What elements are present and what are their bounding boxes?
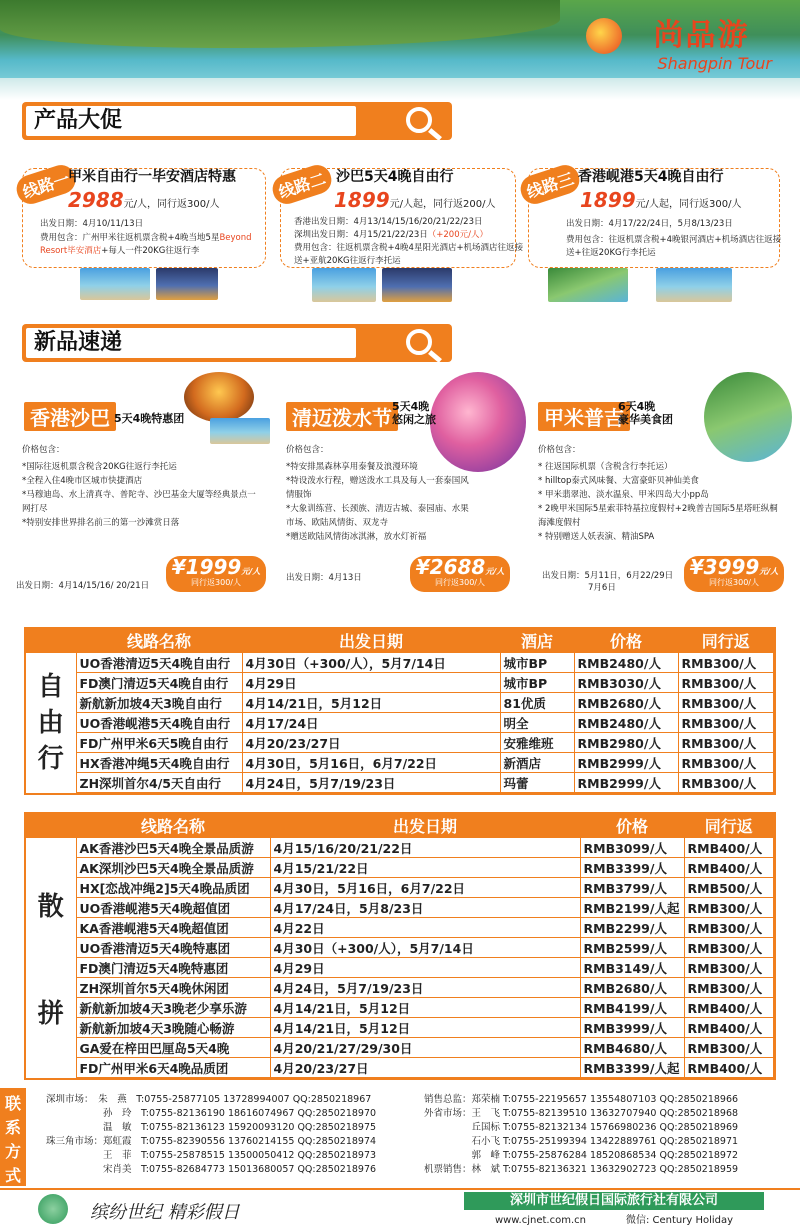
table-cell: RMB400/人 — [684, 1058, 774, 1078]
table-row — [26, 713, 774, 733]
route-photo — [312, 268, 376, 302]
table-cell: RMB3799/人 — [580, 878, 684, 898]
promo-banner — [22, 102, 452, 140]
table-cell: RMB400/人 — [684, 1018, 774, 1038]
contact-line: 孙 玲 T:0755-82136190 18616074967 QQ:2850218970 — [46, 1108, 377, 1119]
table-cell: AK深圳沙巴5天4晚全景品质游 — [76, 858, 270, 878]
table-cell: RMB2999/人 — [574, 773, 678, 793]
card-return: 同行返300/人 — [191, 578, 241, 587]
table-cell: RMB2999/人 — [574, 753, 678, 773]
hero-beach — [0, 78, 800, 100]
route-price-unit: 元/人起，同行返300/人 — [635, 199, 742, 210]
route-title: 沙巴5天4晚自由行 — [336, 169, 454, 185]
table-cell: RMB300/人 — [678, 753, 774, 773]
route-photo — [656, 268, 732, 302]
table-cell: RMB300/人 — [684, 958, 774, 978]
card-price-badge — [410, 556, 510, 592]
table-cell: RMB300/人 — [684, 898, 774, 918]
table-header: 线路名称 — [76, 629, 242, 653]
table-cell: 4月30日（+300/人），5月7/14日 — [242, 653, 500, 673]
route-dates-hk: 香港出发日期：4月13/14/15/16/20/21/22/23日 — [294, 217, 483, 227]
table-cell: 新航新加坡4天3晚老少享乐游 — [76, 998, 270, 1018]
table-cell: ZH深圳首尔5天4晚休闲团 — [76, 978, 270, 998]
card-items — [286, 460, 476, 544]
brand — [653, 10, 772, 73]
card-date-b: 7月6日 — [588, 583, 616, 593]
table-header: 线路名称 — [76, 814, 270, 838]
table-row — [26, 918, 774, 938]
card-photo — [704, 372, 792, 462]
hero-hill — [0, 0, 560, 48]
contact-line: 珠三角市场：郑虹霞 T:0755-82390556 13760214155 QQ:2850218974 — [46, 1136, 377, 1147]
table-cell: AK香港沙巴5天4晚全景品质游 — [76, 838, 270, 858]
card-subtitle — [392, 400, 436, 426]
route-photo — [382, 268, 452, 302]
table-cell: RMB300/人 — [678, 653, 774, 673]
company-logo-icon — [38, 1194, 68, 1224]
contact-label: 联系方式 — [0, 1088, 26, 1186]
card-item: *马穆迪岛、水上清真寺、普陀寺、沙巴基金大厦等经典景点一网打尽 — [22, 490, 256, 514]
contact-section — [0, 1088, 800, 1188]
table-cell: 4月22日 — [270, 918, 580, 938]
card-item: *特安排黑森林享用泰餐及浪漫环境 — [286, 462, 418, 472]
table-cell: RMB400/人 — [684, 838, 774, 858]
table-cell: RMB2980/人 — [574, 733, 678, 753]
card-date: 出发日期：4月13日 — [286, 573, 362, 583]
card-item: *赠送欧陆风情街冰淇淋，放水灯祈福 — [286, 532, 427, 542]
table-row — [26, 878, 774, 898]
route-dates-surcharge: （+200元/人） — [427, 230, 488, 240]
route-fee — [40, 232, 270, 258]
table-cell: 4月20/21/27/29/30日 — [270, 1038, 580, 1058]
table-cell: 4月17/24日，5月8/23日 — [270, 898, 580, 918]
card-date: 出发日期：4月14/15/16/ 20/21日 — [16, 581, 150, 591]
table-header-row — [26, 814, 774, 838]
table-cell: 4月15/21/22日 — [270, 858, 580, 878]
route-fee: 费用包含：往返机票含税+4晚银河酒店+机场酒店往返接送+往返20KG行李托运 — [566, 235, 782, 258]
table-header: 价格 — [574, 629, 678, 653]
card-item: *大象训练营、长颈族、清迈古城、泰园庙、水果市场、欧陆风情街、双龙寺 — [286, 504, 469, 528]
table-cell: 安雅维班 — [500, 733, 574, 753]
route-card-3 — [520, 150, 792, 305]
table-row — [26, 653, 774, 673]
table-cell: 明全 — [500, 713, 574, 733]
card-item: * 2晚甲米国际5星索菲特基拉度假村+2晚普吉国际5星塔旺纵桐海滩度假村 — [538, 504, 778, 528]
table-cell: UO香港清迈5天4晚自由行 — [76, 653, 242, 673]
card-return: 同行返300/人 — [435, 578, 485, 587]
table-cell: RMB300/人 — [678, 733, 774, 753]
contact-line: 宋肖美 T:0755-82684773 15013680057 QQ:2850218976 — [46, 1164, 377, 1175]
card-photo — [184, 372, 254, 422]
table-row — [26, 998, 774, 1018]
table-header: 出发日期 — [270, 814, 580, 838]
table-cell: RMB300/人 — [684, 938, 774, 958]
table-cell: RMB300/人 — [678, 693, 774, 713]
new-banner — [22, 324, 452, 362]
table-cell: 4月20/23/27日 — [270, 1058, 580, 1078]
table-header: 酒店 — [500, 629, 574, 653]
table-header: 价格 — [580, 814, 684, 838]
table-row — [26, 858, 774, 878]
table-side-label — [26, 838, 76, 1078]
card-price-badge — [166, 556, 266, 592]
card-title: 清迈泼水节 — [286, 402, 398, 431]
card-item: *国际往返机票含税含20KG往返行李托运 — [22, 462, 177, 472]
footer-slogan: 缤纷世纪 精彩假日 — [90, 1202, 240, 1223]
route-price — [580, 188, 742, 212]
contact-line: 丘国标 T:0755-82132134 15766980236 QQ:2850218969 — [424, 1122, 739, 1133]
brand-name-cn: 尚品游 — [653, 18, 750, 53]
table-row — [26, 938, 774, 958]
card-photo — [430, 372, 526, 472]
contact-line: 王 菲 T:0755-25878515 13500050412 QQ:2850218973 — [46, 1150, 377, 1161]
table-cell: 4月29日 — [242, 673, 500, 693]
table-cell: FD澳门清迈5天4晚特惠团 — [76, 958, 270, 978]
hero-banner — [0, 0, 800, 100]
route-photo — [548, 268, 628, 302]
table-cell: 新酒店 — [500, 753, 574, 773]
product-card-3 — [534, 370, 796, 615]
table-row — [26, 693, 774, 713]
table-cell: HX[恋战冲绳2]5天4晚品质团 — [76, 878, 270, 898]
route-tag: 线路一 — [13, 161, 79, 207]
card-price-badge — [684, 556, 784, 592]
table-cell: RMB400/人 — [684, 998, 774, 1018]
route-tag: 线路二 — [269, 161, 335, 207]
table-row — [26, 958, 774, 978]
card-item: * 特别赠送人妖表演、精油SPA — [538, 532, 655, 542]
table-cell: RMB300/人 — [684, 918, 774, 938]
card-info-heading: 价格包含： — [538, 445, 581, 455]
card-subtitle-b: 豪华美食团 — [618, 413, 673, 426]
table-cell: RMB2680/人 — [574, 693, 678, 713]
table-cell: RMB2480/人 — [574, 713, 678, 733]
card-price — [166, 556, 266, 578]
route-card-1 — [10, 150, 272, 305]
route-fee-hotel: Beyond Resort毕安酒店 — [40, 233, 252, 256]
contact-line: 深圳市场： 朱 燕 T:0755-25877105 13728994007 QQ:2850218967 — [46, 1094, 372, 1105]
table-cell: 4月24日，5月7/19/23日 — [242, 773, 500, 793]
table-cell: RMB2299/人 — [580, 918, 684, 938]
table-cell: 4月14/21日，5月12日 — [270, 998, 580, 1018]
route-price-value: 1899 — [580, 188, 636, 212]
route-title: 香港岘港5天4晚自由行 — [578, 169, 724, 185]
card-items — [22, 460, 262, 530]
table-header: 出发日期 — [242, 629, 500, 653]
table-cell: 4月30日，5月16日，6月7/22日 — [242, 753, 500, 773]
table-side-label-a: 散 — [37, 891, 64, 922]
table-row — [26, 1038, 774, 1058]
table-header-row — [26, 629, 774, 653]
table-cell: RMB3030/人 — [574, 673, 678, 693]
table-row — [26, 1018, 774, 1038]
table-cell: RMB3999/人 — [580, 1018, 684, 1038]
route-price-value: 1899 — [334, 188, 390, 212]
card-item: *特别安排世界排名前三的第一沙滩赏日落 — [22, 518, 180, 528]
route-dates: 出发日期：4月17/22/24日，5月8/13/23日 — [566, 219, 733, 229]
table-cell: RMB2680/人 — [580, 978, 684, 998]
new-title: 新品速递 — [26, 328, 356, 358]
table-cell: 4月15/16/20/21/22日 — [270, 838, 580, 858]
table-cell: 玛蕾 — [500, 773, 574, 793]
footer — [0, 1188, 800, 1227]
card-item: * 甲米翡翠池、淡水温泉、甲米四岛大小pp岛 — [538, 490, 709, 500]
table-cell: FD澳门清迈5天4晚自由行 — [76, 673, 242, 693]
card-date-a: 出发日期：5月11日，6月22/29日 — [542, 571, 674, 581]
route-dates-sz-text: 深圳出发日期：4月15/21/22/23日 — [294, 230, 428, 240]
table-cell: RMB2480/人 — [574, 653, 678, 673]
route-price — [334, 188, 496, 212]
route-dates-sz — [294, 229, 524, 242]
route-card-2 — [272, 150, 524, 305]
table-cell: 4月30日，5月16日，6月7/22日 — [270, 878, 580, 898]
table-cell: RMB2199/人起 — [580, 898, 684, 918]
table-cell: UO香港清迈5天4晚特惠团 — [76, 938, 270, 958]
route-title: 甲米自由行一毕安酒店特惠 — [68, 169, 236, 185]
card-title: 甲米普吉 — [538, 402, 630, 431]
table-row — [26, 838, 774, 858]
contact-line: 郭 峰 T:0755-25876284 18520868534 QQ:2850218972 — [424, 1150, 739, 1161]
table-cell: 城市BP — [500, 673, 574, 693]
table-cell: RMB500/人 — [684, 878, 774, 898]
route-price-value: 2988 — [68, 188, 124, 212]
table-cell: UO香港岘港5天4晚超值团 — [76, 898, 270, 918]
table-header: 同行返 — [678, 629, 774, 653]
table-cell: 城市BP — [500, 653, 574, 673]
table-cell: GA爱在梓田巴厘岛5天4晚 — [76, 1038, 270, 1058]
table-side-label: 自由行 — [37, 671, 64, 774]
table-header-side — [26, 814, 76, 838]
table-cell: 81优质 — [500, 693, 574, 713]
table-row — [26, 1058, 774, 1078]
table-row — [26, 898, 774, 918]
table-row — [26, 673, 774, 693]
table-cell: 4月14/21日，5月12日 — [270, 1018, 580, 1038]
contact-line: 石小飞 T:0755-25199394 13422889761 QQ:2850218971 — [424, 1136, 739, 1147]
table-cell: RMB300/人 — [684, 1038, 774, 1058]
table-row — [26, 753, 774, 773]
table-cell: 4月17/24日 — [242, 713, 500, 733]
table-cell: ZH深圳首尔4/5天自由行 — [76, 773, 242, 793]
table-cell: RMB4199/人 — [580, 998, 684, 1018]
table-cell: FD广州甲米6天4晚品质团 — [76, 1058, 270, 1078]
route-price-unit: 元/人起，同行返200/人 — [389, 199, 496, 210]
route-fee-a: 费用包含：广州甲米往返机票含税+4晚当地5星 — [40, 233, 220, 243]
card-price — [410, 556, 510, 578]
card-photo — [210, 418, 270, 444]
card-price-unit: 元/人 — [759, 567, 779, 576]
route-price-unit: 元/人，同行返300/人 — [123, 199, 220, 210]
card-subtitle-a: 5天4晚 — [392, 400, 430, 413]
card-return: 同行返300/人 — [709, 578, 759, 587]
free-travel-table — [24, 627, 776, 795]
table-header-side — [26, 629, 76, 653]
brand-name-en: Shangpin Tour — [657, 54, 772, 73]
route-photo — [80, 268, 150, 300]
card-info-heading: 价格包含： — [286, 445, 329, 455]
table-cell: KA香港岘港5天4晚超值团 — [76, 918, 270, 938]
route-fee: 费用包含：往返机票含税+4晚4星阳光酒店+机场酒店往返接送+亚航20KG往返行李托运 — [294, 243, 524, 266]
search-icon — [406, 107, 432, 133]
table-cell: RMB300/人 — [678, 713, 774, 733]
card-subtitle-a: 6天4晚 — [618, 400, 656, 413]
product-card-1 — [14, 370, 270, 615]
table-cell: 4月29日 — [270, 958, 580, 978]
table-cell: RMB3399/人起 — [580, 1058, 684, 1078]
route-price — [68, 188, 220, 212]
table-header: 同行返 — [684, 814, 774, 838]
table-cell: RMB2599/人 — [580, 938, 684, 958]
card-item: * hilltop泰式风味餐、大富豪虾贝神仙美食 — [538, 476, 699, 486]
route-fee-c: +每人一件20KG往返行李 — [101, 246, 200, 256]
table-row — [26, 773, 774, 793]
card-price-value: ¥2688 — [415, 555, 486, 579]
table-cell: 新航新加坡4天3晚随心畅游 — [76, 1018, 270, 1038]
card-price-unit: 元/人 — [241, 567, 261, 576]
product-card-2 — [280, 370, 530, 615]
card-subtitle-b: 悠闲之旅 — [392, 413, 436, 426]
card-title: 香港沙巴 — [24, 402, 116, 431]
route-tag: 线路三 — [517, 161, 583, 207]
search-icon — [406, 329, 432, 355]
contact-line: 温 敏 T:0755-82136123 15920093120 QQ:2850218975 — [46, 1122, 377, 1133]
table-cell: 4月30日（+300/人），5月7/14日 — [270, 938, 580, 958]
table-cell: 4月20/23/27日 — [242, 733, 500, 753]
card-item: *特设泼水行程，赠送泼水工具及每人一套泰国风情服饰 — [286, 476, 469, 500]
company-website: www.cjnet.com.cn 微信: Century Holiday — [494, 1215, 734, 1226]
card-price-value: ¥1999 — [171, 555, 242, 579]
table-row — [26, 733, 774, 753]
brand-logo-icon — [586, 18, 622, 54]
card-subtitle: 5天4晚特惠团 — [114, 412, 185, 425]
contact-line: 销售总监：郑荣楠 T:0755-22195657 13554807103 QQ:2850218966 — [424, 1094, 739, 1105]
group-tour-table — [24, 812, 776, 1080]
table-cell: RMB300/人 — [678, 773, 774, 793]
table-cell: 新航新加坡4天3晚自由行 — [76, 693, 242, 713]
table-side-label-b: 拼 — [37, 998, 64, 1029]
card-subtitle — [618, 400, 673, 426]
table-cell: RMB400/人 — [684, 858, 774, 878]
table-cell: UO香港岘港5天4晚自由行 — [76, 713, 242, 733]
company-name: 深圳市世纪假日国际旅行社有限公司 — [464, 1192, 764, 1210]
table-cell: RMB4680/人 — [580, 1038, 684, 1058]
promo-title: 产品大促 — [26, 106, 356, 136]
card-price-value: ¥3999 — [689, 555, 760, 579]
table-cell: RMB300/人 — [678, 673, 774, 693]
card-item: *全程入住4晚市区城市快捷酒店 — [22, 476, 143, 486]
contact-line: 机票销售：林 斌 T:0755-82136321 13632902723 QQ:2850218959 — [424, 1164, 739, 1175]
table-cell: RMB3149/人 — [580, 958, 684, 978]
card-price — [684, 556, 784, 578]
contact-line: 外省市场：王 飞 T:0755-82139510 13632707940 QQ:2850218968 — [424, 1108, 739, 1119]
table-cell: 4月14/21日，5月12日 — [242, 693, 500, 713]
table-cell: FD广州甲米6天5晚自由行 — [76, 733, 242, 753]
card-price-unit: 元/人 — [485, 567, 505, 576]
card-info-heading: 价格包含： — [22, 445, 65, 455]
table-cell: 4月24日，5月7/19/23日 — [270, 978, 580, 998]
route-dates: 出发日期：4月10/11/13日 — [40, 219, 144, 229]
card-item: * 往返国际机票（含税含行李托运） — [538, 462, 673, 472]
table-row — [26, 978, 774, 998]
table-cell: RMB300/人 — [684, 978, 774, 998]
card-items — [538, 460, 784, 544]
table-cell: HX香港冲绳5天4晚自由行 — [76, 753, 242, 773]
table-cell: RMB3099/人 — [580, 838, 684, 858]
table-cell: RMB3399/人 — [580, 858, 684, 878]
route-photo — [156, 268, 218, 300]
